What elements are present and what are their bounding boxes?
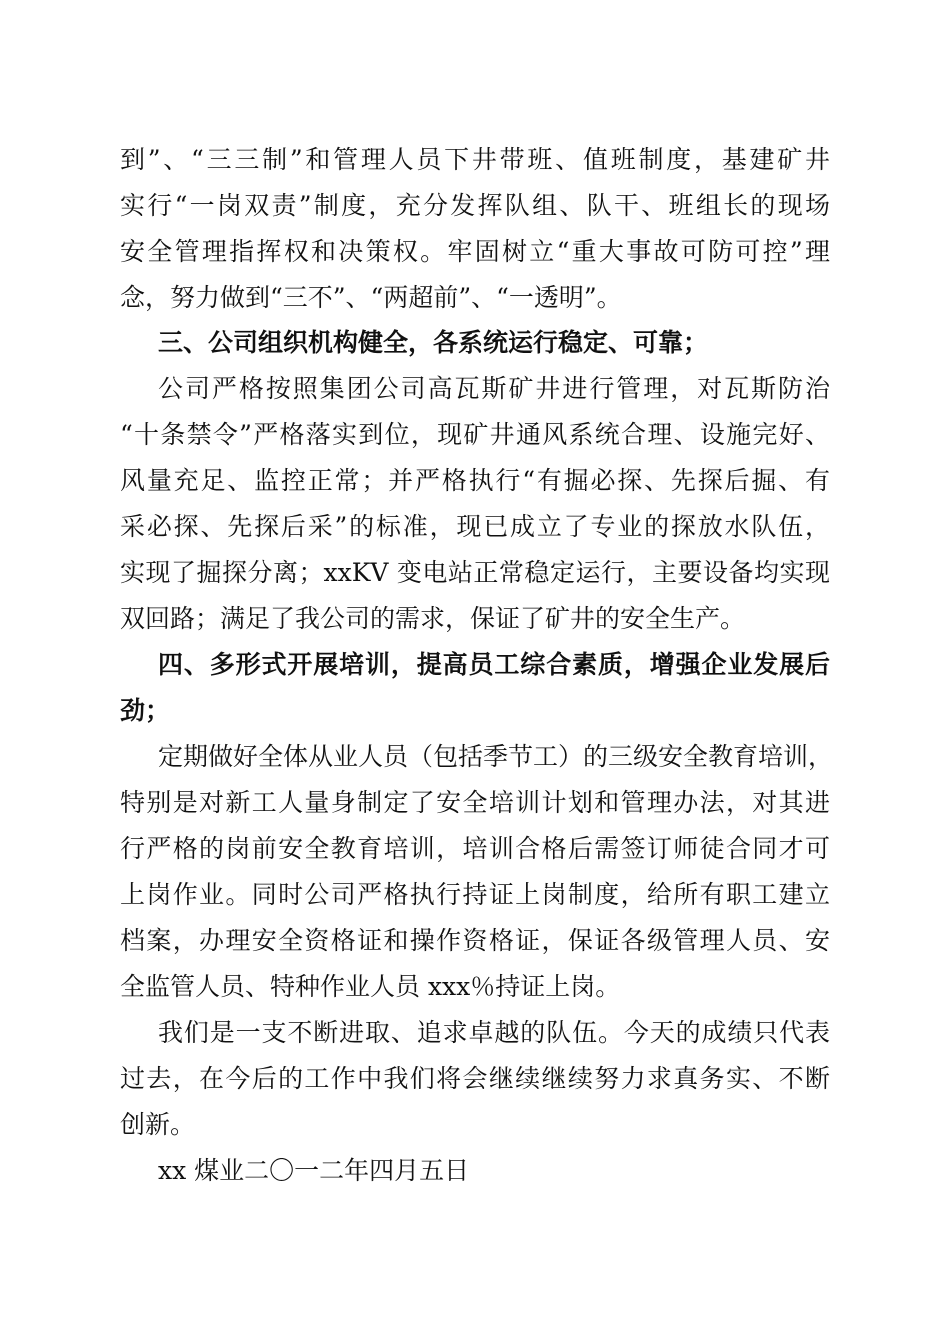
section4-line-5: 档案，办理安全资格证和操作资格证，保证各级管理人员、安 bbox=[120, 926, 830, 955]
section4-heading-line-2: 劲； bbox=[120, 696, 171, 725]
section3-line-4: 采必探、先探后采”的标准，现已成立了专业的探放水队伍， bbox=[120, 512, 830, 541]
section4-line-2: 特别是对新工人量身制定了安全培训计划和管理办法，对其进 bbox=[120, 788, 830, 817]
closing-line-1: 我们是一支不断进取、追求卓越的队伍。今天的成绩只代表 bbox=[158, 1018, 830, 1047]
section4-line-4: 上岗作业。同时公司严格执行持证上岗制度，给所有职工建立 bbox=[120, 880, 830, 909]
section4-line-1: 定期做好全体从业人员（包括季节工）的三级安全教育培训， bbox=[158, 742, 834, 771]
section4-heading-line-1: 四、多形式开展培训，提高员工综合素质，增强企业发展后 bbox=[158, 650, 830, 679]
section3-line-6: 双回路；满足了我公司的需求，保证了矿井的安全生产。 bbox=[120, 604, 746, 633]
section3-line-2: “十条禁令”严格落实到位，现矿井通风系统合理、设施完好、 bbox=[120, 420, 830, 449]
section4-line-3: 行严格的岗前安全教育培训，培训合格后需签订师徒合同才可 bbox=[120, 834, 830, 863]
intro-line-2: 实行“一岗双责”制度，充分发挥队组、队干、班组长的现场 bbox=[120, 191, 830, 220]
intro-line-4: 念，努力做到“三不”、“两超前”、“一透明”。 bbox=[120, 283, 622, 312]
section3-line-5: 实现了掘探分离；xxKV 变电站正常稳定运行，主要设备均实现 bbox=[120, 558, 830, 587]
section3-line-1: 公司严格按照集团公司高瓦斯矿井进行管理，对瓦斯防治 bbox=[158, 374, 830, 403]
signature-date: xx 煤业二〇一二年四月五日 bbox=[158, 1156, 470, 1185]
section4-line-6: 全监管人员、特种作业人员 xxx％持证上岗。 bbox=[120, 972, 621, 1001]
intro-line-3: 安全管理指挥权和决策权。牢固树立“重大事故可防可控”理 bbox=[120, 237, 830, 266]
closing-line-2: 过去，在今后的工作中我们将会继续继续努力求真务实、不断 bbox=[120, 1064, 830, 1093]
section3-line-3: 风量充足、监控正常；并严格执行“有掘必探、先探后掘、有 bbox=[120, 466, 830, 495]
closing-line-3: 创新。 bbox=[120, 1110, 196, 1139]
section3-heading: 三、公司组织机构健全，各系统运行稳定、可靠； bbox=[158, 328, 709, 357]
intro-line-1: 到”、“三三制”和管理人员下井带班、值班制度，基建矿井 bbox=[120, 145, 830, 174]
